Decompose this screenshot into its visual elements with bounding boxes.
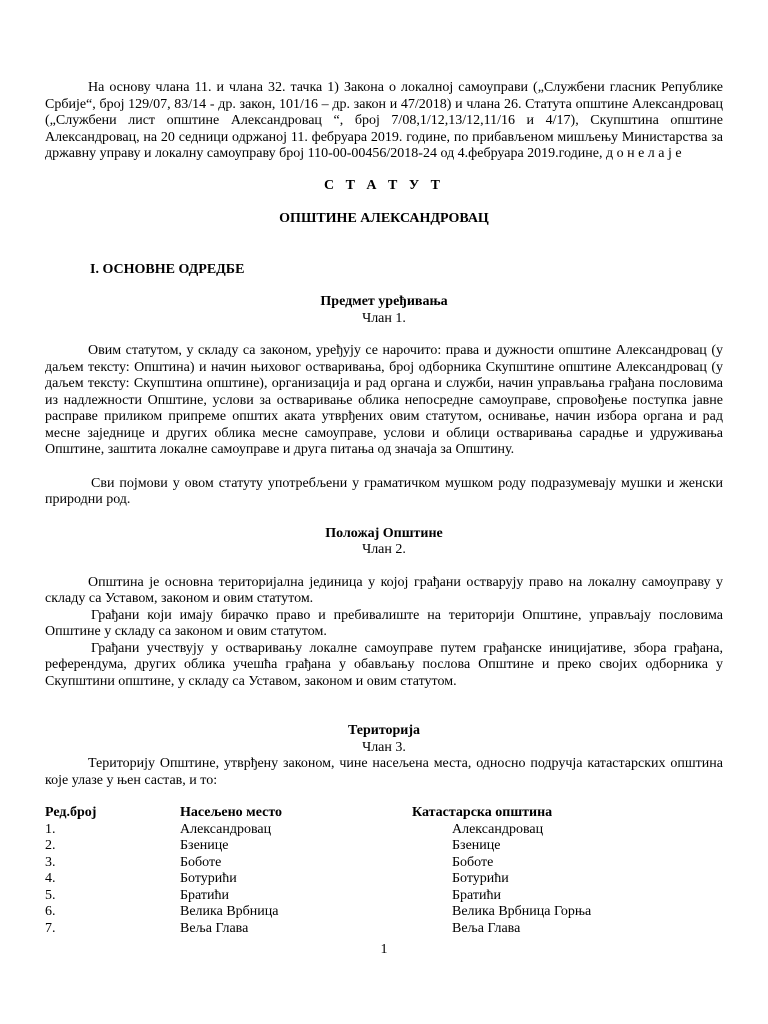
table-row xyxy=(45,904,723,921)
row-number: 5. xyxy=(45,887,56,903)
row-number: 3. xyxy=(45,854,56,870)
row-cadastral: Ботурићи xyxy=(452,871,509,886)
preamble-paragraph: На основу члана 11. и члана 32. тачка 1) Закона о локалној самоуправи („Службени гласник Републике Србије“, број 129/07, 83/14 - др. закон, 101/16 – др. закон и 47/2018) и члана 26. Статута општине Александровац („Службени лист општине Александровац “, број 7/08,1/12,13/12,11/16 и 4/17), Скупштина општине Александровац, на 20 седници одржаној 11. фебруара 2019. године, по прибављеном мишљењу Министарства за државну управу и локалну самоуправу број 110-00-00456/2018-24 од 4.фебруара 2019.године, д о н е л а ј е xyxy=(45,80,723,161)
row-number: 2. xyxy=(45,838,56,853)
article-3-paragraph-1: Територију Општине, утврђену законом, чине насељена места, односно подручја катастарских општина које улазе у њен састав, и то: xyxy=(45,756,723,788)
column-header-settlement: Насељено место xyxy=(180,805,283,820)
row-cadastral: Александровац xyxy=(452,821,544,837)
settlements-table xyxy=(45,805,723,937)
row-cadastral: Велика Врбница Горња xyxy=(452,904,592,919)
document-subtitle: ОПШТИНЕ АЛЕКСАНДРОВАЦ xyxy=(279,211,489,226)
article-2-paragraph-3: Грађани учествују у остваривању локалне самоуправе путем грађанске иницијативе, збора грађана, референдума, других облика учешћа грађана у обављању послова Општине и преко својих одборника у Скупштини општине, у складу са Уставом, законом и овим статутом. xyxy=(45,640,723,689)
table-row xyxy=(45,822,723,839)
row-number: 1. xyxy=(45,821,56,837)
article-2-paragraph-1: Општина је основна територијална јединица у којој грађани остварују право на локалну самоуправу у складу са Уставом, законом и овим статутом. xyxy=(45,574,723,606)
document-page xyxy=(45,80,723,937)
row-settlement: Веља Глава xyxy=(180,920,249,936)
table-header-row xyxy=(45,805,723,822)
row-cadastral: Бзенице xyxy=(452,838,501,853)
page-number: 1 xyxy=(380,942,388,957)
article-2-number: Члан 2. xyxy=(362,542,406,557)
row-cadastral: Веља Глава xyxy=(452,920,521,936)
row-settlement: Александровац xyxy=(180,821,272,837)
table-row xyxy=(45,855,723,872)
row-number: 4. xyxy=(45,871,56,886)
table-row xyxy=(45,871,723,888)
row-number: 7. xyxy=(45,920,56,936)
article-1-paragraph-1: Овим статутом, у складу са законом, уређују се нарочито: права и дужности општине Александровац (у даљем тексту: Општина) и начин њиховог остваривања, број одборника Скупштине општине Александровац (у даљем тексту: Скупштина општине), организација и рад органа и служби, начин управљања грађана пословима из надлежности Општине, услови за остваривање облика непосредне самоуправе, спровођење поступка јавне расправе приликом припреме општих аката утврђених овим статутом, оснивање, начин избора органа и рад месне заједнице и других облика месне самоуправе, услови и облици остваривања сарадње и удруживања Општине, заштита локалне самоуправе и друга питања од значаја за Општину. xyxy=(45,343,723,457)
article-2-title: Положај Општине xyxy=(325,525,443,541)
article-3-number: Члан 3. xyxy=(362,739,406,755)
article-1-title: Предмет уређивања xyxy=(320,294,448,309)
row-cadastral: Боботе xyxy=(452,854,494,870)
row-settlement: Ботурићи xyxy=(180,871,237,886)
article-1-paragraph-2: Сви појмови у овом статуту употребљени у граматичком мушком роду подразумевају мушки и женски природни род. xyxy=(45,475,723,507)
column-header-cadastral: Катастарска општина xyxy=(412,805,553,820)
row-number: 6. xyxy=(45,904,56,919)
article-1-number: Члан 1. xyxy=(362,310,406,326)
column-header-number: Ред.број xyxy=(45,805,97,820)
row-cadastral: Братићи xyxy=(452,887,501,903)
article-2-paragraph-2: Грађани који имају бирачко право и пребивалиште на територији Општине, управљају пословима Општине у складу са законом и овим статутом. xyxy=(45,607,723,639)
row-settlement: Бзенице xyxy=(180,838,229,853)
section-heading: I. ОСНОВНЕ ОДРЕДБЕ xyxy=(90,261,245,277)
row-settlement: Братићи xyxy=(180,887,229,903)
table-row xyxy=(45,921,723,938)
table-row xyxy=(45,838,723,855)
table-row xyxy=(45,888,723,905)
row-settlement: Велика Врбница xyxy=(180,904,279,919)
row-settlement: Боботе xyxy=(180,854,222,870)
article-3-title: Територија xyxy=(347,723,421,738)
document-title: С Т А Т У Т xyxy=(323,177,444,193)
